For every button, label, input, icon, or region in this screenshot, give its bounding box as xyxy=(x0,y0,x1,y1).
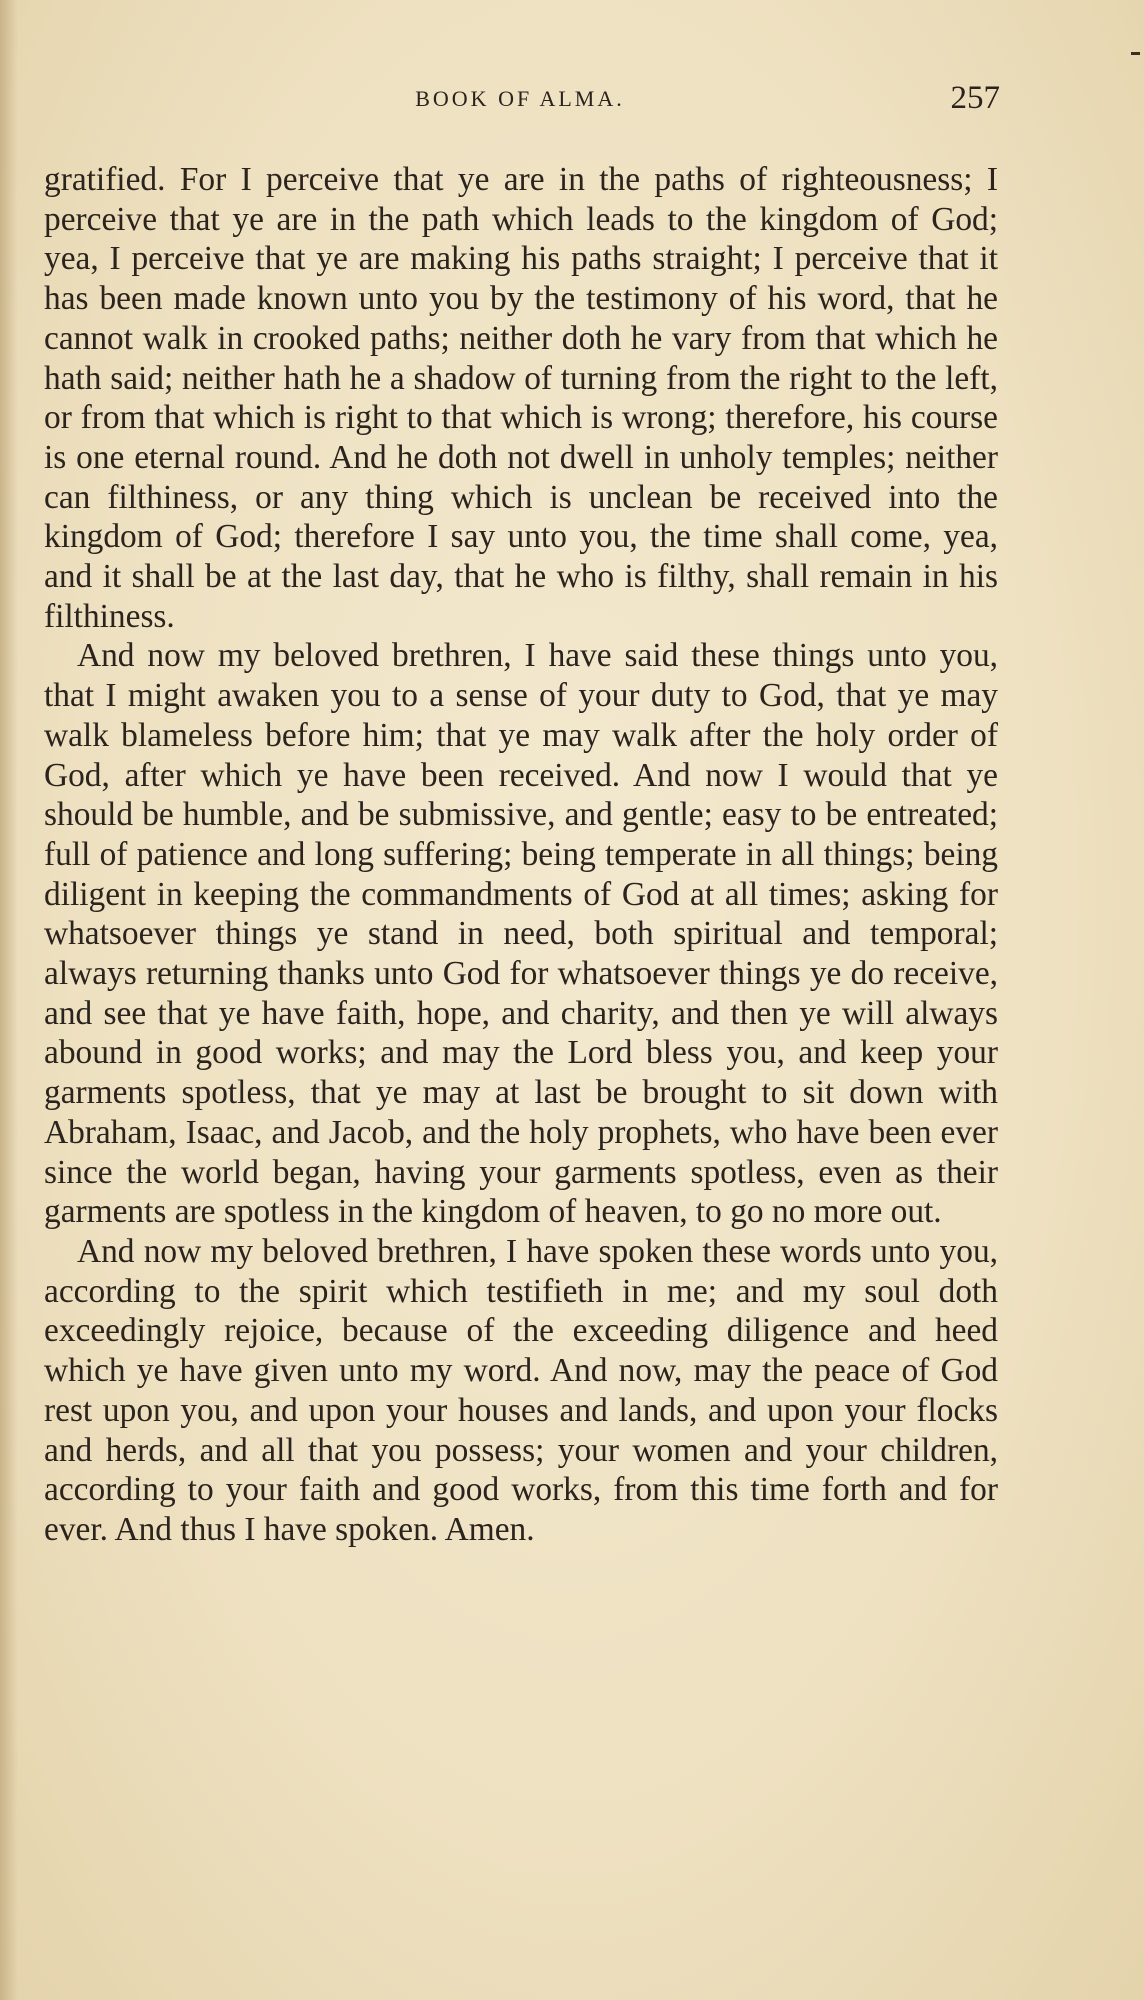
paragraph: And now my beloved brethren, I have spoken these words unto you, according to the spirit which testifieth in me; and my soul doth exceedingly rejoice, because of the exceeding diligence and heed which ye have given unto my word. And now, may the peace of God rest upon you, and upon your houses and lands, and upon your flocks and herds, and all that you possess; your women and your children, according to your faith and good works, from this time forth and for ever. And thus I have spoken. Amen. xyxy=(44,1232,998,1548)
page-number: 257 xyxy=(950,80,1000,116)
paragraph-continued: gratified. For I perceive that ye are in the paths of righteousness; I perceive that ye are in the path which leads to the kingdom of God; yea, I perceive that ye are making his paths straight; I perceive that it has been made known unto you by the testimony of his word, that he cannot walk in crooked paths; neither doth he vary from that which he hath said; neither hath he a shadow of turning from the right to the left, or from that which is right to that which is wrong; therefore, his course is one eternal round. And he doth not dwell in unholy temples; neither can filthiness, or any thing which is unclean be received into the kingdom of God; therefore I say unto you, the time shall come, yea, and it shall be at the last day, that he who is filthy, shall remain in his filthiness. xyxy=(44,161,998,635)
running-head-title: BOOK OF ALMA. xyxy=(415,86,625,111)
body-text xyxy=(44,160,998,1550)
binding-shadow xyxy=(0,0,18,2000)
running-head xyxy=(40,80,1000,120)
edge-mark xyxy=(1131,52,1140,55)
paragraph: And now my beloved brethren, I have said these things unto you, that I might awaken you to a sense of your duty to God, that ye may walk blameless before him; that ye may walk after the holy order of God, after which ye have been received. And now I would that ye should be humble, and be submissive, and gentle; easy to be entreated; full of patience and long suffering; being temperate in all things; being diligent in keeping the commandments of God at all times; asking for whatsoever things ye stand in need, both spiritual and temporal; always returning thanks unto God for whatsoever things ye do receive, and see that ye have faith, hope, and charity, and then ye will always abound in good works; and may the Lord bless you, and keep your garments spotless, that ye may at last be brought to sit down with Abraham, Isaac, and Jacob, and the holy prophets, who have been ever since the world began, having your garments spotless, even as their garments are spotless in the kingdom of heaven, to go no more out. xyxy=(44,637,998,1231)
